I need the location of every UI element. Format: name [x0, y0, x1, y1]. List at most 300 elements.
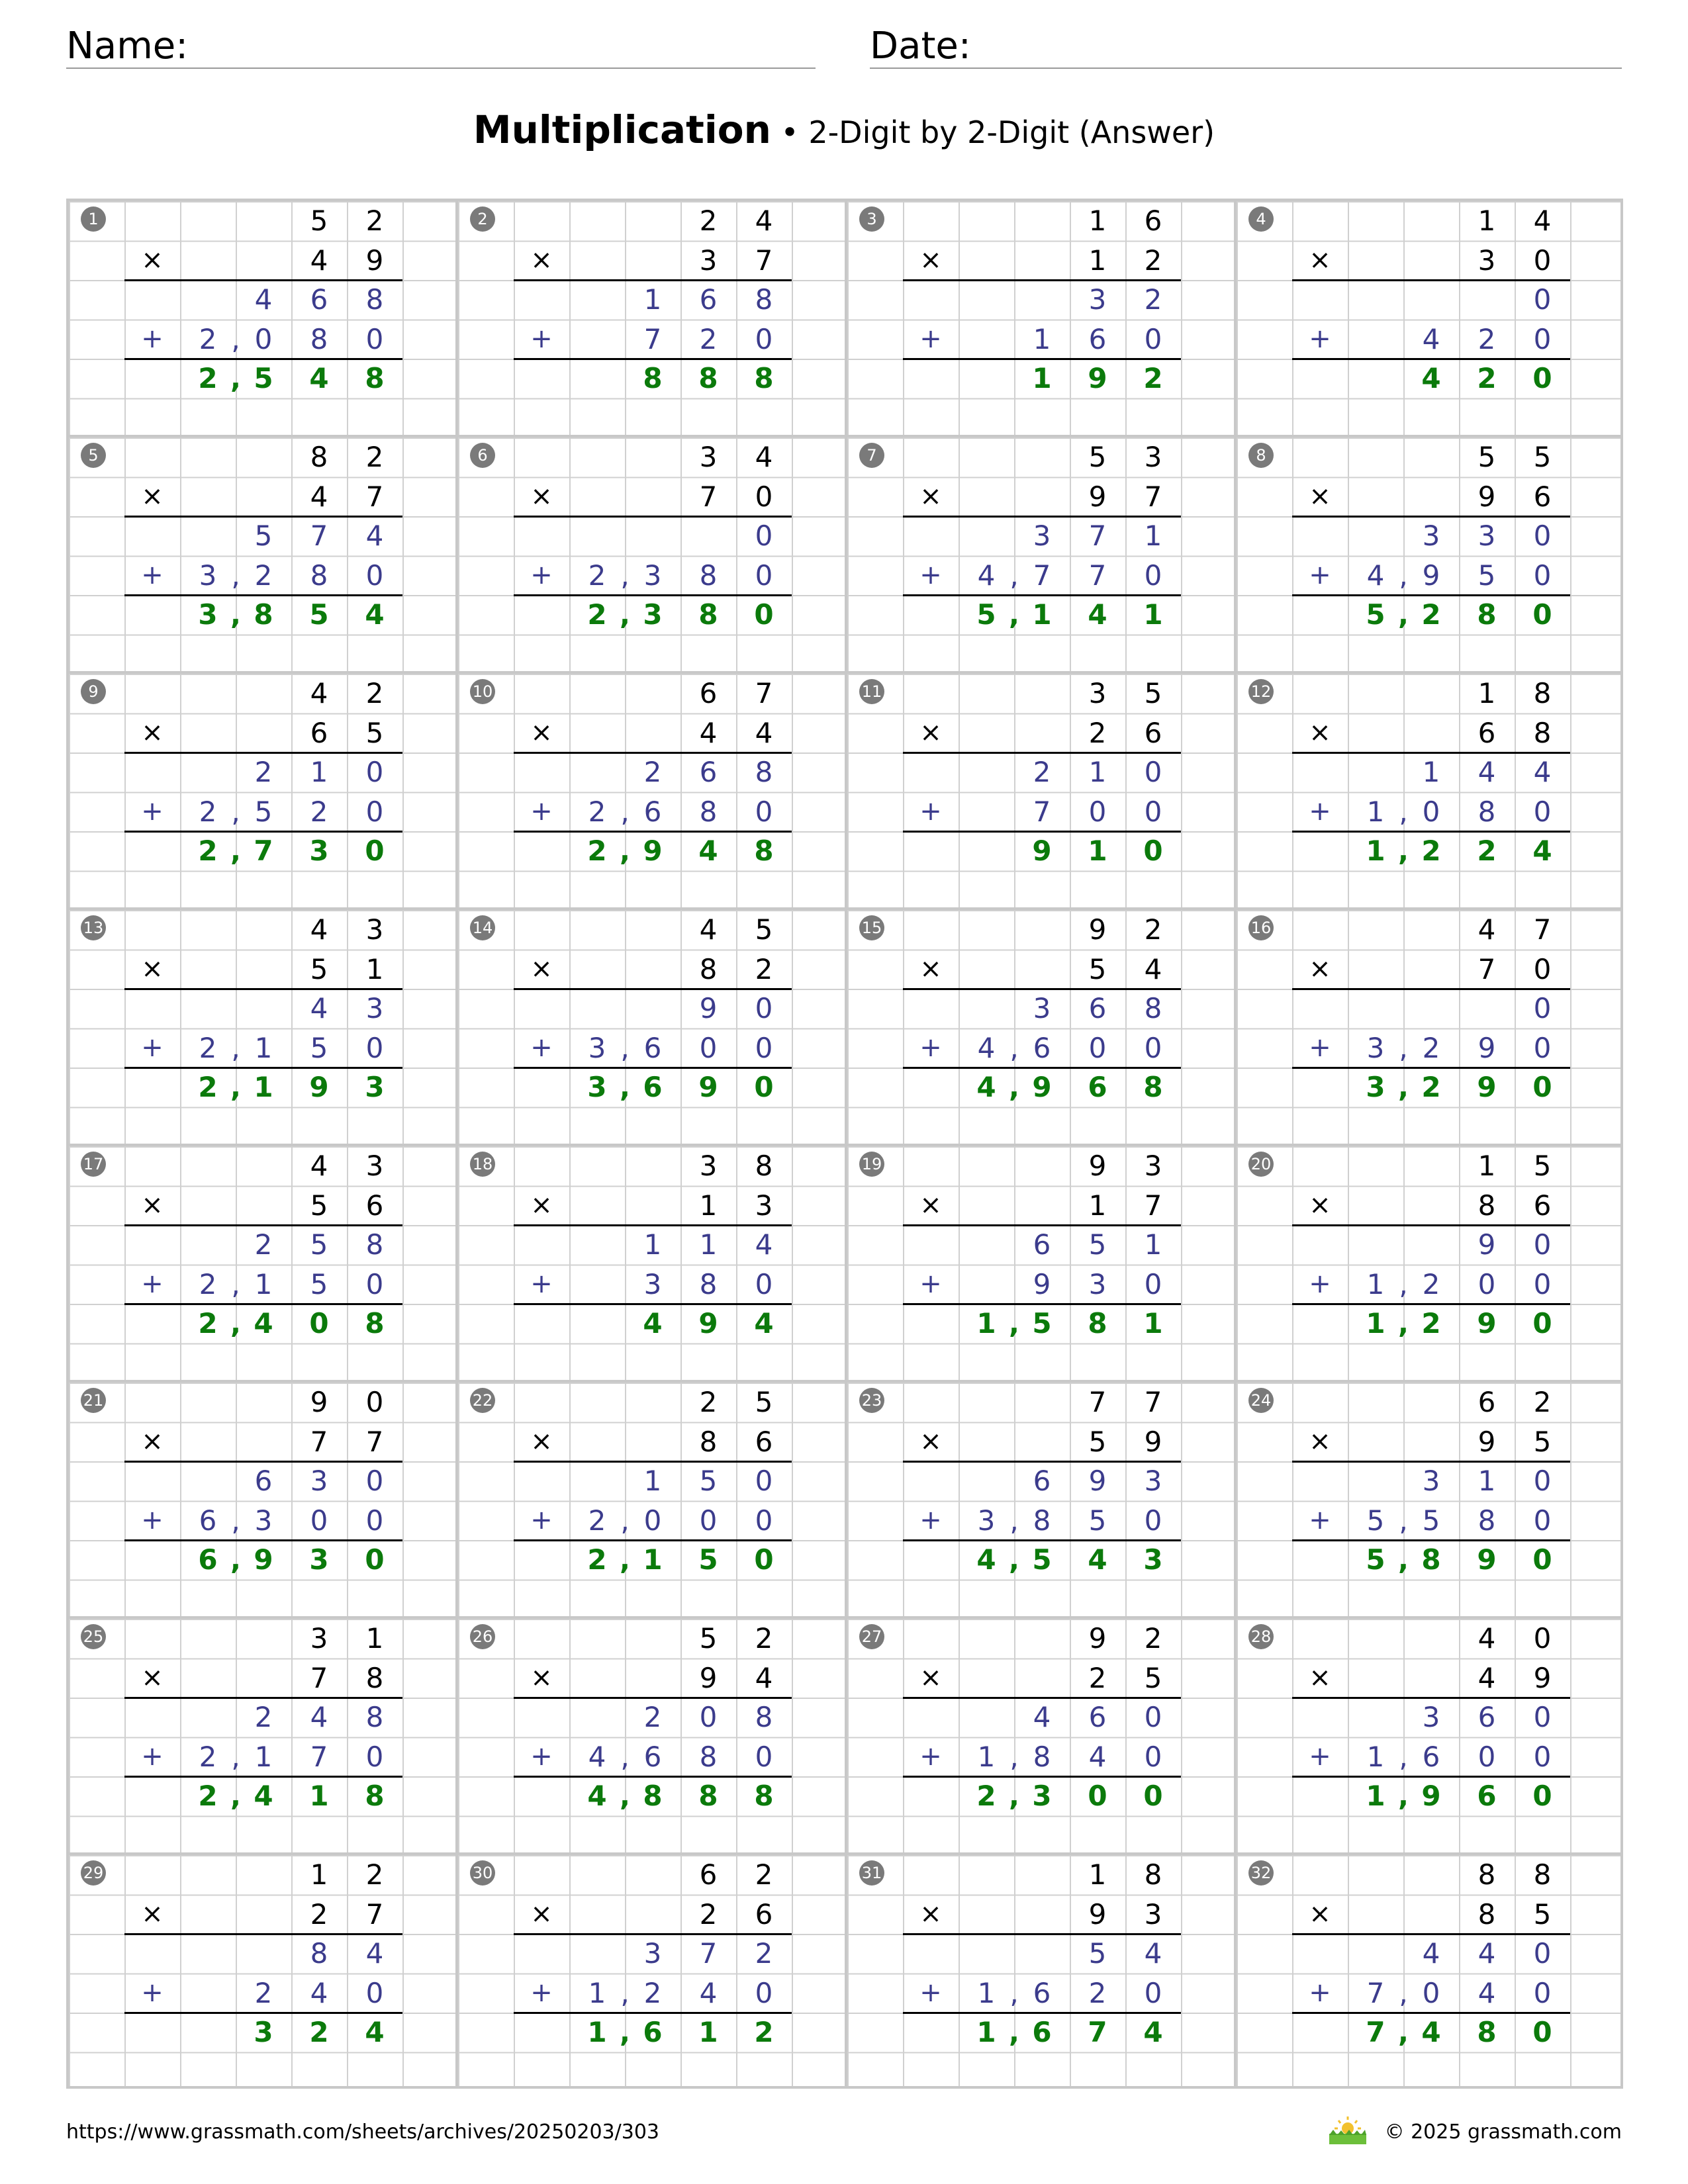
plus-sign: + — [919, 323, 942, 354]
product-rule-line — [903, 1933, 1181, 1935]
times-sign: × — [530, 953, 553, 984]
problem-28 — [1234, 1616, 1623, 1852]
multiplier-digit: 5 — [1533, 1897, 1552, 1931]
multiplier-digit: 4 — [310, 244, 328, 277]
multiplicand-digit: 2 — [365, 677, 384, 709]
partial-product-2-digit: 3 — [1088, 1267, 1107, 1300]
problem-separator — [455, 1852, 458, 2089]
product-rule-line — [514, 988, 792, 990]
partial-product-2-digit: 0 — [699, 1031, 718, 1064]
multiplier-digit: 5 — [1088, 952, 1107, 985]
product-rule-line — [124, 594, 402, 596]
plus-sign: + — [919, 1741, 942, 1772]
problem-number-badge: 5 — [81, 443, 106, 468]
final-answer-digit: 2 — [1421, 835, 1441, 867]
times-sign: × — [530, 480, 553, 512]
multiplicand-digit: 5 — [1088, 441, 1107, 473]
times-sign: × — [141, 244, 164, 275]
final-answer-comma: , — [230, 598, 241, 631]
product-rule-line — [1292, 279, 1570, 281]
partial-product-2-comma: , — [620, 1740, 630, 1773]
plus-sign: + — [141, 1268, 164, 1299]
product-rule-line — [514, 279, 792, 281]
problem-5 — [66, 435, 455, 671]
name-field[interactable] — [66, 23, 816, 69]
partial-product-2-comma: , — [231, 1740, 240, 1773]
grass-sun-logo-icon — [1327, 2115, 1369, 2146]
partial-product-2-digit: 4 — [977, 1031, 996, 1064]
final-answer-comma: , — [230, 1780, 241, 1812]
product-rule-line — [514, 1539, 792, 1541]
partial-product-1-digit: 8 — [365, 283, 384, 316]
multiplicand-digit: 3 — [1088, 677, 1107, 709]
multiplier-digit: 2 — [1144, 244, 1162, 277]
problem-31 — [845, 1852, 1234, 2089]
product-rule-line — [514, 1067, 792, 1069]
partial-product-2-digit: 8 — [699, 559, 718, 592]
plus-sign: + — [919, 1504, 942, 1535]
problem-separator — [845, 1144, 847, 1380]
partial-product-2-digit: 0 — [365, 1740, 384, 1773]
partial-product-2-digit: 4 — [977, 559, 996, 592]
partial-product-2-comma: , — [1399, 1267, 1408, 1300]
partial-product-1-digit: 0 — [1533, 1701, 1552, 1733]
product-rule-line — [514, 1303, 792, 1305]
multiplier-digit: 9 — [365, 244, 384, 277]
multiplier-digit: 1 — [1088, 1189, 1107, 1222]
problem-number-badge: 26 — [470, 1624, 495, 1649]
partial-product-1-digit: 7 — [699, 1937, 718, 1970]
final-answer-digit: 1 — [254, 1071, 273, 1103]
partial-product-2-digit: 1 — [1366, 795, 1385, 828]
problem-number-badge: 10 — [470, 679, 495, 704]
partial-product-2-digit: 0 — [755, 795, 773, 828]
partial-product-2-digit: 4 — [1088, 1740, 1107, 1773]
partial-product-1-digit: 7 — [1088, 520, 1107, 552]
partial-product-2-digit: 6 — [199, 1504, 217, 1537]
partial-product-2-digit: 2 — [1422, 1267, 1440, 1300]
problem-number-badge: 2 — [470, 206, 495, 232]
multiplier-digit: 0 — [755, 480, 773, 513]
partial-product-2-digit: 0 — [1144, 559, 1162, 592]
plus-sign: + — [919, 796, 942, 827]
partial-product-2-digit: 6 — [1033, 1031, 1051, 1064]
partial-product-2-digit: 0 — [1088, 1031, 1107, 1064]
problem-separator — [455, 1144, 458, 1380]
problem-number-badge: 7 — [859, 443, 884, 468]
plus-sign: + — [141, 559, 164, 590]
plus-sign: + — [141, 1032, 164, 1063]
partial-product-1-digit: 1 — [699, 1228, 718, 1261]
partial-product-2-digit: 4 — [1422, 322, 1440, 355]
partial-product-2-digit: 0 — [365, 1976, 384, 2009]
partial-product-1-digit: 0 — [1533, 1937, 1552, 1970]
plus-sign: + — [141, 796, 164, 827]
partial-product-1-digit: 8 — [755, 283, 773, 316]
partial-product-2-digit: 0 — [254, 322, 273, 355]
multiplier-digit: 4 — [755, 1661, 773, 1694]
partial-product-1-digit: 6 — [310, 283, 328, 316]
partial-product-2-comma: , — [1009, 1504, 1019, 1537]
multiplier-digit: 9 — [1144, 1425, 1162, 1458]
final-answer-digit: 1 — [698, 2016, 718, 2048]
times-sign: × — [919, 1189, 942, 1220]
product-rule-line — [903, 279, 1181, 281]
final-answer-digit: 8 — [365, 362, 385, 394]
problem-separator — [845, 671, 847, 907]
plus-sign: + — [1309, 1504, 1331, 1535]
partial-product-2-digit: 2 — [199, 1740, 217, 1773]
final-answer-comma: , — [1009, 598, 1019, 631]
plus-sign: + — [530, 1504, 553, 1535]
partial-product-2-digit: 3 — [643, 1267, 662, 1300]
multiplier-digit: 7 — [755, 244, 773, 277]
problem-number-badge: 27 — [859, 1624, 884, 1649]
times-sign: × — [530, 1189, 553, 1220]
plus-sign: + — [141, 1504, 164, 1535]
partial-product-2-comma: , — [1009, 1031, 1019, 1064]
partial-product-2-digit: 2 — [588, 559, 606, 592]
partial-product-1-digit: 0 — [1144, 1701, 1162, 1733]
partial-product-2-digit: 0 — [1477, 1740, 1496, 1773]
multiplicand-digit: 1 — [310, 1858, 328, 1891]
times-sign: × — [530, 1426, 553, 1457]
partial-product-2-digit: 4 — [310, 1976, 328, 2009]
product-rule-line — [1292, 2012, 1570, 2014]
final-answer-digit: 3 — [198, 598, 218, 631]
final-answer-digit: 4 — [754, 1307, 774, 1340]
partial-product-2-digit: 2 — [199, 795, 217, 828]
multiplicand-digit: 1 — [1088, 1858, 1107, 1891]
multiplicand-digit: 1 — [1088, 205, 1107, 237]
final-answer-digit: 9 — [1088, 362, 1107, 394]
final-answer-digit: 1 — [1366, 1780, 1385, 1812]
final-answer-digit: 4 — [1421, 2016, 1441, 2048]
partial-product-2-comma: , — [231, 322, 240, 355]
times-sign: × — [1309, 480, 1331, 512]
product-rule-line — [1292, 358, 1570, 360]
partial-product-2-digit: 3 — [1366, 1031, 1385, 1064]
multiplicand-digit: 5 — [755, 913, 773, 946]
partial-product-2-comma: , — [620, 1504, 630, 1537]
times-sign: × — [141, 480, 164, 512]
multiplicand-digit: 5 — [699, 1622, 718, 1655]
partial-product-2-digit: 5 — [1422, 1504, 1440, 1537]
name-label: Name: — [66, 24, 189, 68]
final-answer-comma: , — [620, 1780, 630, 1812]
partial-product-2-digit: 8 — [1477, 795, 1496, 828]
product-rule-line — [903, 594, 1181, 596]
multiplicand-digit: 7 — [1088, 1386, 1107, 1418]
problem-separator — [1234, 435, 1237, 671]
multiplicand-digit: 9 — [310, 1386, 328, 1418]
final-answer-digit: 4 — [365, 598, 385, 631]
problem-separator — [1234, 907, 1237, 1144]
final-answer-comma: , — [1398, 598, 1409, 631]
final-answer-digit: 3 — [365, 1071, 385, 1103]
product-rule-line — [1292, 1224, 1570, 1226]
multiplier-digit: 7 — [1144, 1189, 1162, 1222]
product-rule-line — [1292, 1303, 1570, 1305]
problem-25 — [66, 1616, 455, 1852]
multiplicand-digit: 5 — [1533, 1150, 1552, 1182]
name-line — [66, 68, 816, 69]
final-answer-digit: 4 — [1532, 835, 1552, 867]
multiplicand-digit: 2 — [365, 1858, 384, 1891]
multiplier-digit: 7 — [310, 1661, 328, 1694]
partial-product-2-digit: 0 — [1533, 1504, 1552, 1537]
multiplier-digit: 6 — [755, 1897, 773, 1931]
multiplicand-digit: 2 — [365, 441, 384, 473]
partial-product-2-digit: 0 — [643, 1504, 662, 1537]
multiplier-digit: 2 — [755, 952, 773, 985]
partial-product-2-comma: , — [231, 559, 240, 592]
final-answer-digit: 0 — [1532, 598, 1552, 631]
final-answer-digit: 1 — [1143, 598, 1163, 631]
multiplier-digit: 2 — [1088, 716, 1107, 749]
final-answer-digit: 8 — [643, 1780, 663, 1812]
times-sign: × — [141, 1662, 164, 1693]
final-answer-digit: 2 — [976, 1780, 996, 1812]
partial-product-2-digit: 0 — [1533, 795, 1552, 828]
final-answer-digit: 4 — [976, 1071, 996, 1103]
final-answer-digit: 1 — [1366, 1307, 1385, 1340]
times-sign: × — [530, 244, 553, 275]
partial-product-1-digit: 0 — [699, 1701, 718, 1733]
partial-product-2-digit: 0 — [1144, 1976, 1162, 2009]
final-answer-digit: 2 — [198, 835, 218, 867]
final-answer-digit: 2 — [1143, 362, 1163, 394]
final-answer-digit: 8 — [1421, 1543, 1441, 1576]
partial-product-1-digit: 0 — [1144, 756, 1162, 788]
plus-sign: + — [141, 1977, 164, 2008]
multiplicand-digit: 0 — [1533, 1622, 1552, 1655]
product-rule-line — [1292, 1776, 1570, 1778]
times-sign: × — [141, 1189, 164, 1220]
partial-product-2-comma: , — [620, 1976, 630, 2009]
partial-product-2-digit: 1 — [977, 1740, 996, 1773]
final-answer-digit: 0 — [1088, 1780, 1107, 1812]
final-answer-digit: 9 — [1032, 1071, 1052, 1103]
plus-sign: + — [530, 796, 553, 827]
partial-product-2-digit: 8 — [310, 322, 328, 355]
problem-19 — [845, 1144, 1234, 1380]
multiplier-digit: 4 — [1477, 1661, 1496, 1694]
final-answer-digit: 1 — [1032, 362, 1052, 394]
final-answer-digit: 0 — [754, 598, 774, 631]
final-answer-digit: 1 — [976, 1307, 996, 1340]
problem-number-badge: 11 — [859, 679, 884, 704]
final-answer-comma: , — [1009, 2016, 1019, 2048]
final-answer-digit: 4 — [698, 835, 718, 867]
final-answer-digit: 2 — [198, 362, 218, 394]
problem-separator — [1234, 1852, 1237, 2089]
problem-number-badge: 18 — [470, 1152, 495, 1177]
partial-product-2-digit: 0 — [1144, 1267, 1162, 1300]
partial-product-2-digit: 0 — [755, 1267, 773, 1300]
partial-product-2-digit: 1 — [254, 1740, 273, 1773]
multiplier-digit: 3 — [1144, 1897, 1162, 1931]
final-answer-digit: 9 — [1032, 835, 1052, 867]
multiplicand-digit: 6 — [699, 677, 718, 709]
problem-number-badge: 1 — [81, 206, 106, 232]
times-sign: × — [919, 1898, 942, 1929]
partial-product-2-digit: 2 — [588, 1504, 606, 1537]
partial-product-2-digit: 3 — [199, 559, 217, 592]
partial-product-2-digit: 0 — [365, 559, 384, 592]
multiplier-digit: 2 — [310, 1897, 328, 1931]
product-rule-line — [1292, 752, 1570, 754]
problem-separator — [845, 1852, 847, 2089]
problem-23 — [845, 1380, 1234, 1616]
plus-sign: + — [1309, 323, 1331, 354]
partial-product-2-comma: , — [1009, 1740, 1019, 1773]
partial-product-1-digit: 8 — [755, 756, 773, 788]
multiplier-digit: 9 — [1088, 480, 1107, 513]
plus-sign: + — [919, 1977, 942, 2008]
partial-product-1-digit: 9 — [1477, 1228, 1496, 1261]
multiplicand-digit: 1 — [1477, 1150, 1496, 1182]
partial-product-1-digit: 0 — [1533, 283, 1552, 316]
multiplicand-digit: 3 — [310, 1622, 328, 1655]
partial-product-1-digit: 0 — [755, 1465, 773, 1497]
final-answer-digit: 8 — [1477, 2016, 1497, 2048]
problem-separator — [455, 671, 458, 907]
partial-product-1-digit: 8 — [1144, 992, 1162, 1024]
partial-product-1-digit: 0 — [365, 756, 384, 788]
plus-sign: + — [1309, 559, 1331, 590]
partial-product-1-digit: 3 — [310, 1465, 328, 1497]
date-field[interactable] — [870, 23, 1622, 69]
multiplier-digit: 8 — [365, 1661, 384, 1694]
partial-product-1-digit: 6 — [699, 283, 718, 316]
partial-product-2-digit: 0 — [1533, 1031, 1552, 1064]
multiplier-digit: 8 — [1533, 716, 1552, 749]
multiplicand-digit: 9 — [1088, 913, 1107, 946]
partial-product-1-digit: 1 — [1088, 756, 1107, 788]
problem-number-badge: 9 — [81, 679, 106, 704]
date-label: Date: — [870, 24, 971, 68]
problem-separator — [455, 435, 458, 671]
partial-product-2-digit: 2 — [699, 322, 718, 355]
final-answer-comma: , — [1398, 1071, 1409, 1103]
partial-product-1-digit: 2 — [643, 756, 662, 788]
problem-12 — [1234, 671, 1623, 907]
product-rule-line — [514, 594, 792, 596]
multiplicand-digit: 5 — [1477, 441, 1496, 473]
final-answer-comma: , — [1398, 2016, 1409, 2048]
multiplier-digit: 7 — [365, 1425, 384, 1458]
plus-sign: + — [530, 1977, 553, 2008]
multiplier-digit: 5 — [365, 716, 384, 749]
final-answer-digit: 9 — [698, 1071, 718, 1103]
multiplicand-digit: 8 — [755, 1150, 773, 1182]
final-answer-digit: 4 — [254, 1780, 273, 1812]
problem-21 — [66, 1380, 455, 1616]
product-rule-line — [124, 2012, 402, 2014]
product-rule-line — [903, 358, 1181, 360]
multiplier-digit: 8 — [699, 952, 718, 985]
plus-sign: + — [919, 1032, 942, 1063]
partial-product-2-digit: 0 — [1144, 795, 1162, 828]
problem-2 — [455, 199, 845, 435]
plus-sign: + — [141, 1741, 164, 1772]
partial-product-2-digit: 4 — [699, 1976, 718, 2009]
final-answer-digit: 7 — [1088, 2016, 1107, 2048]
partial-product-1-digit: 4 — [1033, 1701, 1051, 1733]
product-rule-line — [514, 1697, 792, 1699]
final-answer-digit: 6 — [198, 1543, 218, 1576]
times-sign: × — [1309, 1898, 1331, 1929]
partial-product-2-digit: 9 — [1033, 1267, 1051, 1300]
partial-product-1-digit: 0 — [365, 1465, 384, 1497]
problem-10 — [455, 671, 845, 907]
plus-sign: + — [1309, 1977, 1331, 2008]
final-answer-digit: 8 — [754, 835, 774, 867]
multiplicand-digit: 2 — [699, 1386, 718, 1418]
product-rule-line — [903, 1303, 1181, 1305]
partial-product-2-comma: , — [1009, 559, 1019, 592]
problem-number-badge: 8 — [1248, 443, 1274, 468]
product-rule-line — [514, 752, 792, 754]
product-rule-line — [1292, 831, 1570, 833]
partial-product-1-digit: 5 — [1088, 1937, 1107, 1970]
partial-product-1-digit: 9 — [699, 992, 718, 1024]
final-answer-digit: 2 — [198, 1071, 218, 1103]
final-answer-comma: , — [230, 835, 241, 867]
partial-product-2-digit: 8 — [699, 1267, 718, 1300]
multiplier-digit: 1 — [1088, 244, 1107, 277]
problem-number-badge: 20 — [1248, 1152, 1274, 1177]
partial-product-2-digit: 3 — [588, 1031, 606, 1064]
final-answer-comma: , — [230, 1307, 241, 1340]
multiplier-digit: 4 — [1144, 952, 1162, 985]
partial-product-2-digit: 0 — [1144, 322, 1162, 355]
partial-product-1-digit: 4 — [1422, 1937, 1440, 1970]
times-sign: × — [530, 717, 553, 748]
partial-product-2-digit: 4 — [1366, 559, 1385, 592]
multiplier-digit: 7 — [1477, 952, 1496, 985]
final-answer-comma: , — [230, 1543, 241, 1576]
final-answer-digit: 1 — [587, 2016, 607, 2048]
times-sign: × — [919, 1426, 942, 1457]
product-rule-line — [903, 752, 1181, 754]
partial-product-1-digit: 6 — [1088, 992, 1107, 1024]
multiplicand-digit: 5 — [310, 205, 328, 237]
problem-separator — [455, 1616, 458, 1852]
multiplier-digit: 6 — [1533, 1189, 1552, 1222]
partial-product-2-digit: 0 — [1144, 1740, 1162, 1773]
problem-number-badge: 29 — [81, 1860, 106, 1886]
partial-product-2-digit: 4 — [1477, 1976, 1496, 2009]
problem-number-badge: 13 — [81, 915, 106, 940]
multiplicand-digit: 8 — [1533, 1858, 1552, 1891]
final-answer-digit: 7 — [1366, 2016, 1385, 2048]
multiplicand-digit: 4 — [755, 205, 773, 237]
problem-6 — [455, 435, 845, 671]
times-sign: × — [530, 1662, 553, 1693]
multiplicand-digit: 7 — [1144, 1386, 1162, 1418]
times-sign: × — [1309, 1189, 1331, 1220]
product-rule-line — [903, 516, 1181, 518]
multiplicand-digit: 2 — [755, 1622, 773, 1655]
final-answer-comma: , — [1009, 1543, 1019, 1576]
product-rule-line — [903, 1224, 1181, 1226]
multiplicand-digit: 1 — [1477, 677, 1496, 709]
partial-product-1-digit: 3 — [1422, 520, 1440, 552]
multiplicand-digit: 3 — [1144, 441, 1162, 473]
times-sign: × — [919, 953, 942, 984]
